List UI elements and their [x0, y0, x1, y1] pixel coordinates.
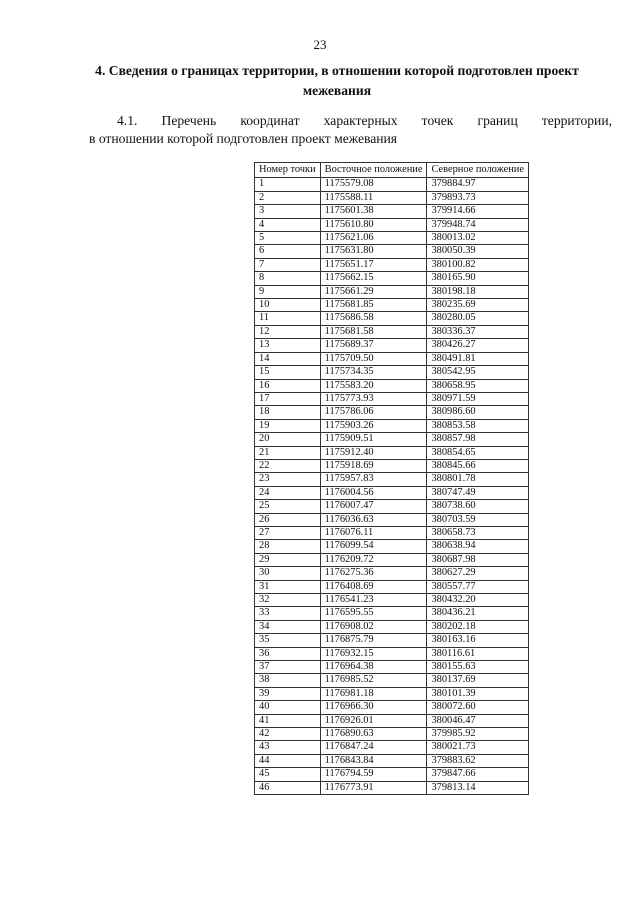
point-number-cell: 22 — [255, 459, 321, 472]
table-row — [255, 406, 529, 419]
north-position-cell: 380100.82 — [427, 258, 529, 271]
point-number-cell: 4 — [255, 218, 321, 231]
table-row — [255, 781, 529, 794]
east-position-cell: 1175601.38 — [320, 205, 427, 218]
north-position-cell: 380658.73 — [427, 526, 529, 539]
table-row — [255, 594, 529, 607]
north-position-cell: 380198.18 — [427, 285, 529, 298]
point-number-cell: 24 — [255, 486, 321, 499]
east-position-cell: 1175621.06 — [320, 232, 427, 245]
point-number-cell: 33 — [255, 607, 321, 620]
north-position-cell: 380013.02 — [427, 232, 529, 245]
table-row — [255, 419, 529, 432]
point-number-cell: 39 — [255, 687, 321, 700]
north-position-cell: 380101.39 — [427, 687, 529, 700]
point-number-cell: 30 — [255, 567, 321, 580]
north-position-cell: 379884.97 — [427, 178, 529, 191]
table-row — [255, 567, 529, 580]
table-row — [255, 580, 529, 593]
point-number-cell: 36 — [255, 647, 321, 660]
point-number-cell: 21 — [255, 446, 321, 459]
point-number-cell: 8 — [255, 272, 321, 285]
table-row — [255, 674, 529, 687]
table-row — [255, 607, 529, 620]
point-number-cell: 28 — [255, 540, 321, 553]
table-row — [255, 634, 529, 647]
point-number-cell: 32 — [255, 594, 321, 607]
table-row — [255, 272, 529, 285]
subsection-paragraph — [89, 112, 612, 148]
east-position-cell: 1176843.84 — [320, 754, 427, 767]
table-row — [255, 339, 529, 352]
east-position-cell: 1176007.47 — [320, 500, 427, 513]
point-number-cell: 2 — [255, 191, 321, 204]
point-number-cell: 45 — [255, 768, 321, 781]
north-position-cell: 380163.16 — [427, 634, 529, 647]
page-number: 23 — [313, 37, 327, 52]
point-number-cell: 19 — [255, 419, 321, 432]
east-position-cell: 1176908.02 — [320, 620, 427, 633]
east-position-cell: 1176408.69 — [320, 580, 427, 593]
table-row — [255, 754, 529, 767]
east-position-cell: 1176932.15 — [320, 647, 427, 660]
north-position-cell: 380280.05 — [427, 312, 529, 325]
point-number-cell: 29 — [255, 553, 321, 566]
north-position-cell: 380202.18 — [427, 620, 529, 633]
table-row — [255, 379, 529, 392]
point-number-cell: 35 — [255, 634, 321, 647]
table-row — [255, 687, 529, 700]
north-position-cell: 380557.77 — [427, 580, 529, 593]
east-position-cell: 1176985.52 — [320, 674, 427, 687]
coordinates-table — [254, 162, 529, 795]
east-position-cell: 1176794.59 — [320, 768, 427, 781]
north-position-cell: 379914.66 — [427, 205, 529, 218]
table-row — [255, 728, 529, 741]
north-position-cell: 379893.73 — [427, 191, 529, 204]
point-number-cell: 20 — [255, 433, 321, 446]
north-position-cell: 380155.63 — [427, 661, 529, 674]
east-position-cell: 1176209.72 — [320, 553, 427, 566]
north-position-cell: 380046.47 — [427, 714, 529, 727]
table-row — [255, 620, 529, 633]
point-number-cell: 7 — [255, 258, 321, 271]
table-row — [255, 513, 529, 526]
east-position-cell: 1176890.63 — [320, 728, 427, 741]
east-position-cell: 1176847.24 — [320, 741, 427, 754]
point-number-cell: 5 — [255, 232, 321, 245]
point-number-cell: 6 — [255, 245, 321, 258]
east-position-cell: 1176773.91 — [320, 781, 427, 794]
table-row — [255, 218, 529, 231]
north-position-cell: 380050.39 — [427, 245, 529, 258]
north-position-cell: 380747.49 — [427, 486, 529, 499]
table-row — [255, 446, 529, 459]
east-position-cell: 1176004.56 — [320, 486, 427, 499]
table-row — [255, 768, 529, 781]
north-position-cell: 380738.60 — [427, 500, 529, 513]
point-number-cell: 44 — [255, 754, 321, 767]
east-position-cell: 1175588.11 — [320, 191, 427, 204]
point-number-cell: 34 — [255, 620, 321, 633]
point-number-cell: 43 — [255, 741, 321, 754]
table-row — [255, 285, 529, 298]
north-position-cell: 380072.60 — [427, 701, 529, 714]
east-position-cell: 1175610.80 — [320, 218, 427, 231]
north-position-cell: 380426.27 — [427, 339, 529, 352]
point-number-cell: 38 — [255, 674, 321, 687]
table-row — [255, 553, 529, 566]
east-position-cell: 1175651.17 — [320, 258, 427, 271]
east-position-cell: 1175786.06 — [320, 406, 427, 419]
east-position-cell: 1175734.35 — [320, 366, 427, 379]
header-east-position: Восточное положение — [320, 163, 427, 178]
table-row — [255, 526, 529, 539]
east-position-cell: 1176275.36 — [320, 567, 427, 580]
point-number-cell: 10 — [255, 299, 321, 312]
table-row — [255, 352, 529, 365]
north-position-cell: 380021.73 — [427, 741, 529, 754]
east-position-cell: 1176595.55 — [320, 607, 427, 620]
east-position-cell: 1175957.83 — [320, 473, 427, 486]
point-number-cell: 18 — [255, 406, 321, 419]
north-position-cell: 380845.66 — [427, 459, 529, 472]
east-position-cell: 1176964.38 — [320, 661, 427, 674]
table-row — [255, 741, 529, 754]
table-row — [255, 392, 529, 405]
table-row — [255, 178, 529, 191]
north-position-cell: 380542.95 — [427, 366, 529, 379]
table-row — [255, 500, 529, 513]
table-row — [255, 540, 529, 553]
table-row — [255, 473, 529, 486]
east-position-cell: 1175909.51 — [320, 433, 427, 446]
point-number-cell: 27 — [255, 526, 321, 539]
point-number-cell: 23 — [255, 473, 321, 486]
north-position-cell: 380165.90 — [427, 272, 529, 285]
north-position-cell: 379985.92 — [427, 728, 529, 741]
north-position-cell: 380627.29 — [427, 567, 529, 580]
north-position-cell: 380491.81 — [427, 352, 529, 365]
table-row — [255, 312, 529, 325]
point-number-cell: 41 — [255, 714, 321, 727]
table-row — [255, 299, 529, 312]
east-position-cell: 1175709.50 — [320, 352, 427, 365]
point-number-cell: 15 — [255, 366, 321, 379]
table-row — [255, 191, 529, 204]
north-position-cell: 380658.95 — [427, 379, 529, 392]
header-point-number: Номер точки — [255, 163, 321, 178]
table-header-row — [255, 163, 529, 178]
north-position-cell: 380857.98 — [427, 433, 529, 446]
north-position-cell: 379813.14 — [427, 781, 529, 794]
table-row — [255, 232, 529, 245]
point-number-cell: 25 — [255, 500, 321, 513]
north-position-cell: 379847.66 — [427, 768, 529, 781]
table-row — [255, 245, 529, 258]
north-position-cell: 379948.74 — [427, 218, 529, 231]
point-number-cell: 26 — [255, 513, 321, 526]
table-row — [255, 661, 529, 674]
point-number-cell: 40 — [255, 701, 321, 714]
north-position-cell: 380235.69 — [427, 299, 529, 312]
point-number-cell: 1 — [255, 178, 321, 191]
north-position-cell: 380116.61 — [427, 647, 529, 660]
table-row — [255, 486, 529, 499]
east-position-cell: 1176099.54 — [320, 540, 427, 553]
north-position-cell: 380432.20 — [427, 594, 529, 607]
east-position-cell: 1175686.58 — [320, 312, 427, 325]
section-heading: 4. Сведения о границах территории, в отношении которой подготовлен проект межевания — [95, 63, 579, 98]
north-position-cell: 380986.60 — [427, 406, 529, 419]
north-position-cell: 380971.59 — [427, 392, 529, 405]
header-north-position: Северное положение — [427, 163, 529, 178]
east-position-cell: 1175662.15 — [320, 272, 427, 285]
east-position-cell: 1176926.01 — [320, 714, 427, 727]
table-row — [255, 366, 529, 379]
table-row — [255, 647, 529, 660]
table-row — [255, 433, 529, 446]
east-position-cell: 1175918.69 — [320, 459, 427, 472]
table-row — [255, 325, 529, 338]
east-position-cell: 1176076.11 — [320, 526, 427, 539]
point-number-cell: 11 — [255, 312, 321, 325]
east-position-cell: 1175903.26 — [320, 419, 427, 432]
east-position-cell: 1175661.29 — [320, 285, 427, 298]
table-row — [255, 701, 529, 714]
east-position-cell: 1175681.85 — [320, 299, 427, 312]
east-position-cell: 1175912.40 — [320, 446, 427, 459]
north-position-cell: 380853.58 — [427, 419, 529, 432]
point-number-cell: 3 — [255, 205, 321, 218]
east-position-cell: 1176875.79 — [320, 634, 427, 647]
point-number-cell: 17 — [255, 392, 321, 405]
north-position-cell: 380854.65 — [427, 446, 529, 459]
point-number-cell: 42 — [255, 728, 321, 741]
point-number-cell: 14 — [255, 352, 321, 365]
east-position-cell: 1175689.37 — [320, 339, 427, 352]
east-position-cell: 1175773.93 — [320, 392, 427, 405]
north-position-cell: 380703.59 — [427, 513, 529, 526]
north-position-cell: 380436.21 — [427, 607, 529, 620]
east-position-cell: 1176966.30 — [320, 701, 427, 714]
table-row — [255, 205, 529, 218]
point-number-cell: 46 — [255, 781, 321, 794]
east-position-cell: 1175631.80 — [320, 245, 427, 258]
point-number-cell: 13 — [255, 339, 321, 352]
point-number-cell: 9 — [255, 285, 321, 298]
subsection-line-1: 4.1. Перечень координат характерных точек границ территории, — [117, 113, 612, 128]
north-position-cell: 379883.62 — [427, 754, 529, 767]
point-number-cell: 31 — [255, 580, 321, 593]
north-position-cell: 380137.69 — [427, 674, 529, 687]
table-row — [255, 459, 529, 472]
east-position-cell: 1175579.08 — [320, 178, 427, 191]
point-number-cell: 12 — [255, 325, 321, 338]
east-position-cell: 1176036.63 — [320, 513, 427, 526]
point-number-cell: 37 — [255, 661, 321, 674]
table-body — [255, 178, 529, 795]
table-row — [255, 258, 529, 271]
table-row — [255, 714, 529, 727]
north-position-cell: 380687.98 — [427, 553, 529, 566]
east-position-cell: 1176541.23 — [320, 594, 427, 607]
point-number-cell: 16 — [255, 379, 321, 392]
east-position-cell: 1175681.58 — [320, 325, 427, 338]
east-position-cell: 1176981.18 — [320, 687, 427, 700]
north-position-cell: 380801.78 — [427, 473, 529, 486]
subsection-line-2: в отношении которой подготовлен проект межевания — [89, 131, 398, 146]
north-position-cell: 380638.94 — [427, 540, 529, 553]
north-position-cell: 380336.37 — [427, 325, 529, 338]
east-position-cell: 1175583.20 — [320, 379, 427, 392]
